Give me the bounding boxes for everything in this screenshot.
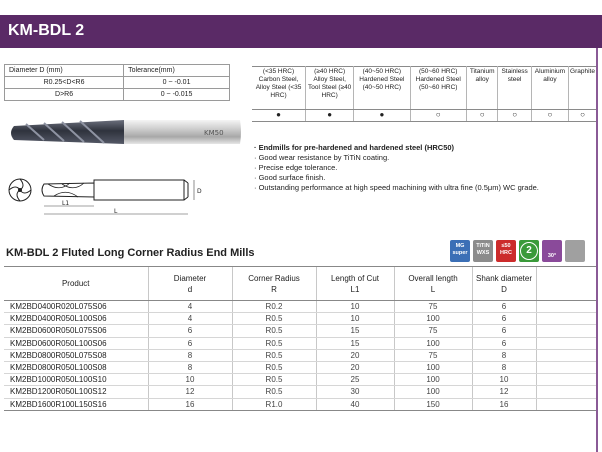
row-spacer [536,301,596,313]
header-symbol: L1 [350,284,360,294]
length-of-cut-value: 25 [316,374,394,386]
diameter-value: 8 [148,361,232,373]
row-spacer [536,337,596,349]
page-edge-accent [596,48,598,452]
header-diameter [148,267,232,301]
product-code: KM2BD1600R100L150S16 [4,398,148,410]
feature-item: · Precise edge tolerance. [254,163,338,172]
corner-radius-value: R0.5 [232,349,316,361]
overall-length-value: 100 [394,313,472,325]
diameter-value: 4 [148,301,232,313]
diameter-value: 8 [148,349,232,361]
material-label: Titanium alloy [466,66,498,109]
length-of-cut-value: 20 [316,361,394,373]
tolerance-header-tolerance: Tolerance(mm) [124,65,230,77]
material-label: (40~50 HRC) Hardened Steel (40~50 HRC) [354,66,410,109]
diameter-value: 4 [148,313,232,325]
length-of-cut-value: 10 [316,313,394,325]
header-label: Corner Radius [248,273,300,283]
shank-diameter-value: 6 [472,337,536,349]
diameter-value: 6 [148,325,232,337]
side-view-outline [42,180,188,200]
badge-titin [473,240,493,262]
length-of-cut-value: 40 [316,398,394,410]
tolerance-cell: 0 ~ -0.01 [124,77,230,89]
header-length-of-cut [316,267,394,301]
overall-length-value: 100 [394,337,472,349]
product-table [4,266,596,411]
feature-item: · Outstanding performance at high speed machining with ultra fine (0.5μm) WC grade. [254,183,539,192]
tool-flute [11,120,124,144]
material-matrix [252,66,596,121]
table-row [4,337,596,349]
shank-diameter-value: 10 [472,374,536,386]
header-label: Length of Cut [330,273,380,283]
diameter-value: 16 [148,398,232,410]
corner-radius-value: R0.5 [232,386,316,398]
length-of-cut-value: 30 [316,386,394,398]
product-code: KM2BD0400R020L075S06 [4,301,148,313]
table-row [4,325,596,337]
end-view-icon [9,179,31,201]
header-label: Diameter [173,273,207,283]
length-of-cut-value: 15 [316,325,394,337]
badge-corner-radius [565,240,585,262]
row-spacer [536,325,596,337]
badge-text: TiTiN WXS [476,243,490,256]
table-row [4,361,596,373]
dim-label-d: D [197,188,202,195]
corner-radius-value: R0.5 [232,325,316,337]
suitability-symbol: ○ [410,109,466,121]
overall-length-value: 100 [394,386,472,398]
row-spacer [536,398,596,410]
length-of-cut-value: 20 [316,349,394,361]
table-row [4,374,596,386]
header-product [4,267,148,301]
suitability-symbol: ● [276,110,281,120]
feature-list [254,143,539,193]
corner-radius-value: R0.5 [232,337,316,349]
section-title: KM-BDL 2 Fluted Long Corner Radius End Mills [6,247,255,259]
badge-text: ≤50 HRC [500,243,512,256]
overall-length-value: 100 [394,374,472,386]
badge-text: 30° [547,253,557,259]
tool-marking: KM50 [204,129,224,137]
product-code: KM2BD1000R050L100S10 [4,374,148,386]
header-label: Product [61,279,90,288]
badge-hrc [496,240,516,262]
product-code: KM2BD0800R050L075S08 [4,349,148,361]
shank-diameter-value: 12 [472,386,536,398]
table-row [4,386,596,398]
row-spacer [536,313,596,325]
material-suitability-row [252,109,596,121]
shank-diameter-value: 6 [472,325,536,337]
header-label: Shank diameter [475,273,533,283]
row-spacer [536,361,596,373]
material-label: (<35 HRC) Carbon Steel, Alloy Steel (<35 HRC) [252,66,306,109]
material-label: Stainless steel [498,66,531,109]
length-of-cut-value: 10 [316,301,394,313]
overall-length-value: 75 [394,301,472,313]
length-of-cut-value: 15 [316,337,394,349]
feature-title: · Endmills for pre-hardened and hardened steel (HRC50) [254,143,455,152]
tolerance-cell: R0.25<D<R6 [5,77,124,89]
table-row [4,398,596,410]
header-label: Overall length [408,273,458,283]
page-title: KM-BDL 2 [8,22,85,39]
product-code: KM2BD0400R050L100S06 [4,313,148,325]
shank-diameter-value: 6 [472,301,536,313]
header-symbol: d [187,284,193,294]
header-corner-radius [232,267,316,301]
dim-label-l: L [114,208,118,215]
tolerance-cell: 0 ~ -0.015 [124,89,230,101]
header-symbol: D [501,284,507,294]
badge-mg-super [450,240,470,262]
tolerance-row [5,77,230,89]
product-code: KM2BD0800R050L100S08 [4,361,148,373]
tolerance-table [4,64,230,101]
tool-photo [4,104,244,160]
feature-item: · Good wear resistance by TiTiN coating. [254,153,390,162]
shank-diameter-value: 6 [472,313,536,325]
material-matrix-bottom-rule [252,121,596,122]
table-row [4,313,596,325]
product-table-body [4,301,596,411]
corner-radius-value: R1.0 [232,398,316,410]
material-label: Graphite [569,66,596,109]
shank-diameter-value: 8 [472,349,536,361]
suitability-symbol: ○ [498,109,531,121]
suitability-symbol: ● [354,109,410,121]
header-spacer [536,267,596,301]
suitability-symbol: ● [306,109,354,121]
tolerance-cell: D>R6 [5,89,124,101]
header-overall-length [394,267,472,301]
product-code: KM2BD0600R050L100S06 [4,337,148,349]
material-label: (≥40 HRC) Alloy Steel, Tool Steel (≥40 HRC) [306,66,354,109]
header-bar [0,15,602,48]
overall-length-value: 75 [394,325,472,337]
dim-label-l1: L1 [62,200,70,207]
header-symbol: L [430,284,436,294]
badge-text: MG super [452,243,468,256]
overall-length-value: 150 [394,398,472,410]
row-spacer [536,349,596,361]
tolerance-header-diameter: Diameter D (mm) [5,65,124,77]
corner-radius-value: R0.5 [232,361,316,373]
shank-diameter-value: 16 [472,398,536,410]
feature-item: · Good surface finish. [254,173,326,182]
diameter-value: 10 [148,374,232,386]
corner-radius-value: R0.5 [232,374,316,386]
diameter-value: 6 [148,337,232,349]
suitability-symbol: ○ [569,109,596,121]
overall-length-value: 100 [394,361,472,373]
header-symbol: R [271,284,277,294]
suitability-symbol: ○ [531,109,568,121]
table-row [4,301,596,313]
header-shank-diameter [472,267,536,301]
suitability-symbol: ○ [466,109,498,121]
material-header-row [252,66,596,109]
corner-radius-value: R0.2 [232,301,316,313]
row-spacer [536,386,596,398]
row-spacer [536,374,596,386]
product-code: KM2BD1200R050L100S12 [4,386,148,398]
material-label: (50~60 HRC) Hardened Steel (50~60 HRC) [410,66,466,109]
tolerance-header-row [5,65,230,77]
flute-count: 2 [520,242,538,260]
table-row [4,349,596,361]
technical-drawing [4,170,214,220]
shank-diameter-value: 8 [472,361,536,373]
material-label: Aluminium alloy [531,66,568,109]
product-code: KM2BD0600R050L075S06 [4,325,148,337]
overall-length-value: 75 [394,349,472,361]
badge-helix-angle [542,240,562,262]
corner-radius-value: R0.5 [232,313,316,325]
diameter-value: 12 [148,386,232,398]
tolerance-row [5,89,230,101]
badge-flutes [519,240,539,262]
product-header-row [4,267,596,301]
